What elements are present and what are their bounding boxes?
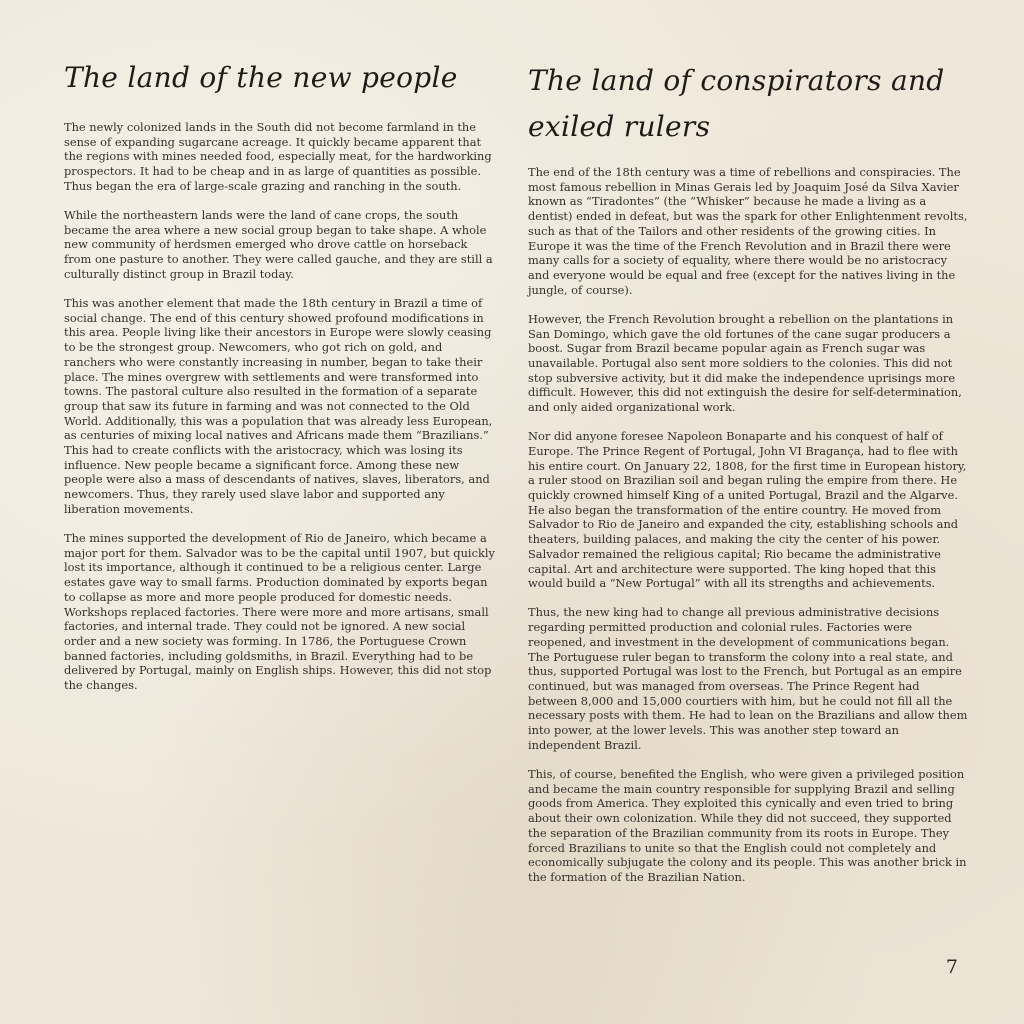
right-paragraph-3: Nor did anyone foresee Napoleon Bonaparte and his conquest of half of Europe. The Prince Regent of Portugal, John VI Bragança, had to flee with his entire court. On January 22, 1808, for the first time in European history, a ruler stood on Brazilian soil and began ruling the empire from there. He quickly crowned himself King of a united Portugal, Brazil and the Algarve. He also began the transformation of the entire country. He moved from Salvador to Rio de Janeiro and expanded the city, establishing schools and theaters, building palaces, and making the city the center of his power. Salvador remained the religious capital; Rio became the administrative capital. Art and architecture were supported. The king hoped that this would build a “New Portugal” with all its strengths and achievements. [528, 429, 967, 591]
left-paragraph-1: The newly colonized lands in the South did not become farmland in the sense of expanding sugarcane acreage. It quickly became apparent that the regions with mines needed food, especially meat, for the hardworking prospectors. It had to be cheap and in as large of quantities as possible. Thus began the era of large-scale grazing and ranching in the south. [64, 120, 492, 193]
left-body [64, 120, 496, 707]
right-paragraph-4: Thus, the new king had to change all previous administrative decisions regarding permitted production and colonial rules. Factories were reopened, and investment in the development of communications began. The Portuguese ruler began to transform the colony into a real state, and thus, supported Portugal was lost to the French, but Portugal as an empire continued, but was managed from overseas. The Prince Regent had between 8,000 and 15,000 courtiers with him, but he could not fill all the necessary posts with them. He had to lean on the Brazilians and allow them into power, at the lower levels. This was another step toward an independent Brazil. [528, 605, 968, 752]
left-paragraph-3: This was another element that made the 18th century in Brazil a time of social change. The end of this century showed profound modifications in this area. People living like their ancestors in Europe were slowly ceasing to be the strongest group. Newcomers, who got rich on gold, and ranchers who were constantly increasing in number, began to take their place. The mines overgrew with settlements and were transformed into towns. The pastoral culture also resulted in the formation of a separate group that saw its future in farming and was not connected to the Old World. Additionally, this was a population that was already less European, as centuries of mixing local natives and Africans made them “Brazilians.” This had to create conflicts with the aristocracy, which was losing its influence. New people became a significant force. Among these new people were also a mass of descendants of natives, slaves, liberators, and newcomers. Thus, they rarely used slave labor and supported any liberation movements. [64, 296, 493, 516]
left-heading: The land of the new people [64, 61, 458, 94]
right-heading: The land of conspirators and exiled rulers [528, 64, 945, 143]
left-paragraph-4: The mines supported the development of Rio de Janeiro, which became a major port for them. Salvador was to be the capital until 1907, but quickly lost its importance, although it continued to be a religious center. Large estates gave way to small farms. Production dominated by exports began to collapse as more and more people produced for domestic needs. Workshops replaced factories. There were more and more artisans, small factories, and internal trade. They could not be ignored. A new social order and a new society was forming. In 1786, the Portuguese Crown banned factories, including goldsmiths, in Brazil. Everything had to be delivered by Portugal, mainly on English ships. However, this did not stop the changes. [64, 531, 495, 693]
right-body [528, 165, 968, 899]
right-paragraph-1: The end of the 18th century was a time of rebellions and conspiracies. The most famous rebellion in Minas Gerais led by Joaquim José da Silva Xavier known as “Tiradontes” (the “Whisker” because he made a living as a dentist) ended in defeat, but was the spark for other Enlightenment revolts, such as that of the Tailors and other residents of the growing cities. In Europe it was the time of the French Revolution and in Brazil there were many calls for a society of equality, where there would be no aristocracy and everyone would be equal and free (except for the natives living in the jungle, of course). [528, 165, 968, 297]
page-number: 7 [945, 956, 958, 978]
right-paragraph-2: However, the French Revolution brought a rebellion on the plantations in San Domingo, which gave the old fortunes of the cane sugar producers a boost. Sugar from Brazil became popular again as French sugar was unavailable. Portugal also sent more soldiers to the colonies. This did not stop subversive activity, but it did make the independence uprisings more difficult. However, this did not extinguish the desire for self-determination, and only aided organizational work. [528, 311, 962, 415]
right-paragraph-5: This, of course, benefited the English, who were given a privileged position and became the main country responsible for supplying Brazil and selling goods from America. They exploited this cynically and even tried to bring about their own colonization. While they did not succeed, they supported the separation of the Brazilian community from its roots in Europe. They forced Brazilians to unite so that the English could not completely and economically subjugate the colony and its people. This was another brick in the formation of the Brazilian Nation. [528, 767, 967, 884]
left-paragraph-2: While the northeastern lands were the land of cane crops, the south became the area where a new social group began to take shape. A whole new community of herdsmen emerged who drove cattle on horseback from one pasture to another. They were called gauche, and they are still a culturally distinct group in Brazil today. [64, 208, 493, 281]
